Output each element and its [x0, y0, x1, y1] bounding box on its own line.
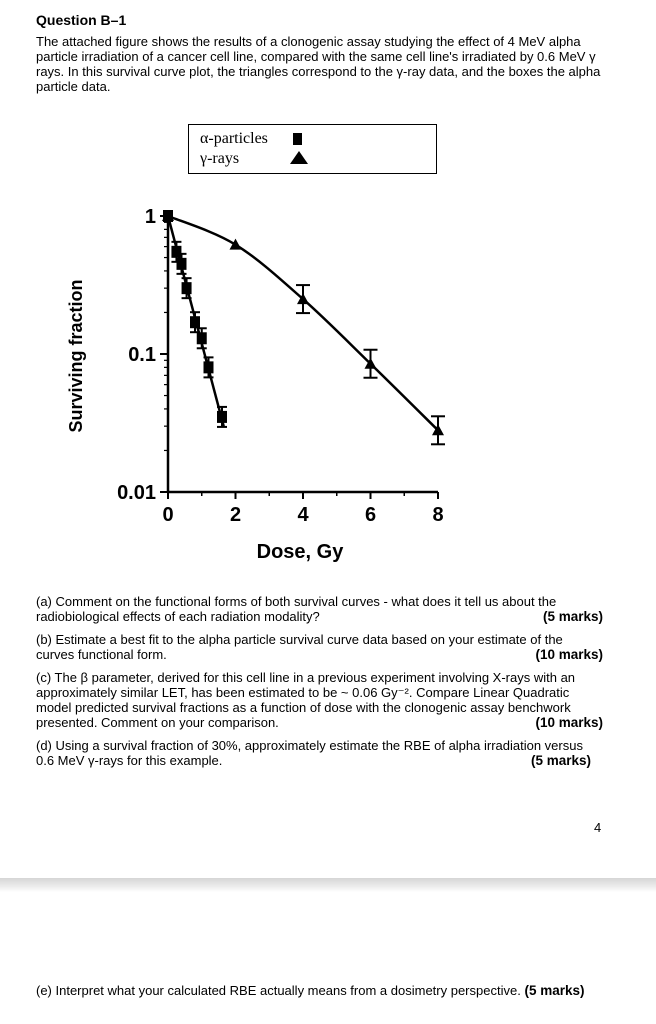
intro-paragraph: The attached figure shows the results of a clonogenic assay studying the effect of 4 MeV alpha particle irradiation of a cancer cell line, compared with the same cell line's irradiated by 0.6 MeV γ rays. In this survival curve plot, the triangles correspond to the γ-ray data, and the boxes the alpha particle data.: [36, 34, 601, 94]
question-c: [36, 670, 603, 730]
x-axis-label: Dose, Gy: [256, 541, 344, 563]
chart-markers: [162, 210, 445, 444]
question-d-marks: (5 marks): [525, 753, 591, 768]
chart-ticks: [117, 206, 444, 526]
chart-curves: [168, 216, 438, 430]
question-b: [36, 632, 603, 662]
question-a-text: (a) Comment on the functional forms of both survival curves - what does it tell us about the radiobiological effects of each radiation modality?: [36, 594, 557, 624]
gamma-survival-curve: [168, 216, 438, 430]
gamma-data-point: [230, 239, 242, 250]
legend-gamma-label: γ-rays: [200, 150, 240, 167]
chart-legend: [188, 124, 437, 174]
alpha-data-point: [171, 246, 181, 258]
alpha-data-point: [217, 411, 227, 423]
question-a-marks: (5 marks): [537, 609, 603, 624]
question-b-marks: (10 marks): [529, 647, 603, 662]
page-number: 4: [594, 820, 602, 835]
x-tick-label: 8: [432, 504, 444, 526]
question-b-text: (b) Estimate a best fit to the alpha particle survival curve data based on your estimate of the curves functional form.: [36, 632, 563, 662]
question-e-marks: (5 marks): [524, 983, 585, 998]
y-tick-label: 1: [144, 206, 156, 228]
question-d: [36, 738, 603, 768]
y-axis-label: Surviving fraction: [66, 279, 86, 433]
alpha-data-point: [190, 316, 200, 328]
page-separator: [0, 878, 656, 892]
x-tick-label: 4: [297, 504, 309, 526]
question-c-marks: (10 marks): [529, 715, 603, 730]
question-c-text: (c) The β parameter, derived for this cell line in a previous experiment involving X-rays with an approximately similar LET, has been estimated to be ~ 0.06 Gy⁻². Compare Linear Quadratic model predicted survival fractions as a function of dose with the clonogenic assay benchwork presented. Comment on your comparison.: [36, 670, 576, 730]
chart-axes: [168, 216, 438, 492]
question-title: Question B–1: [36, 12, 127, 28]
legend-square-marker-icon: [293, 133, 302, 145]
survival-curve-chart: [0, 180, 656, 570]
legend-triangle-marker-icon: [290, 151, 308, 164]
question-a: [36, 594, 603, 624]
alpha-data-point: [204, 361, 214, 373]
x-tick-label: 6: [364, 504, 377, 526]
alpha-data-point: [163, 210, 173, 222]
y-tick-label: 0.1: [128, 344, 156, 366]
alpha-data-point: [197, 332, 207, 344]
y-tick-label: 0.01: [117, 482, 156, 504]
question-e-text: (e) Interpret what your calculated RBE actually means from a dosimetry perspective.: [36, 983, 521, 998]
question-d-text: (d) Using a survival fraction of 30%, approximately estimate the RBE of alpha irradiation versus 0.6 MeV γ-rays for this example.: [36, 738, 583, 768]
x-tick-label: 2: [229, 504, 242, 526]
x-tick-label: 0: [162, 504, 174, 526]
questions-list: [36, 594, 603, 776]
question-e: [36, 983, 585, 998]
legend-alpha-label: α-particles: [200, 130, 268, 147]
alpha-data-point: [182, 282, 192, 294]
alpha-data-point: [177, 258, 187, 270]
